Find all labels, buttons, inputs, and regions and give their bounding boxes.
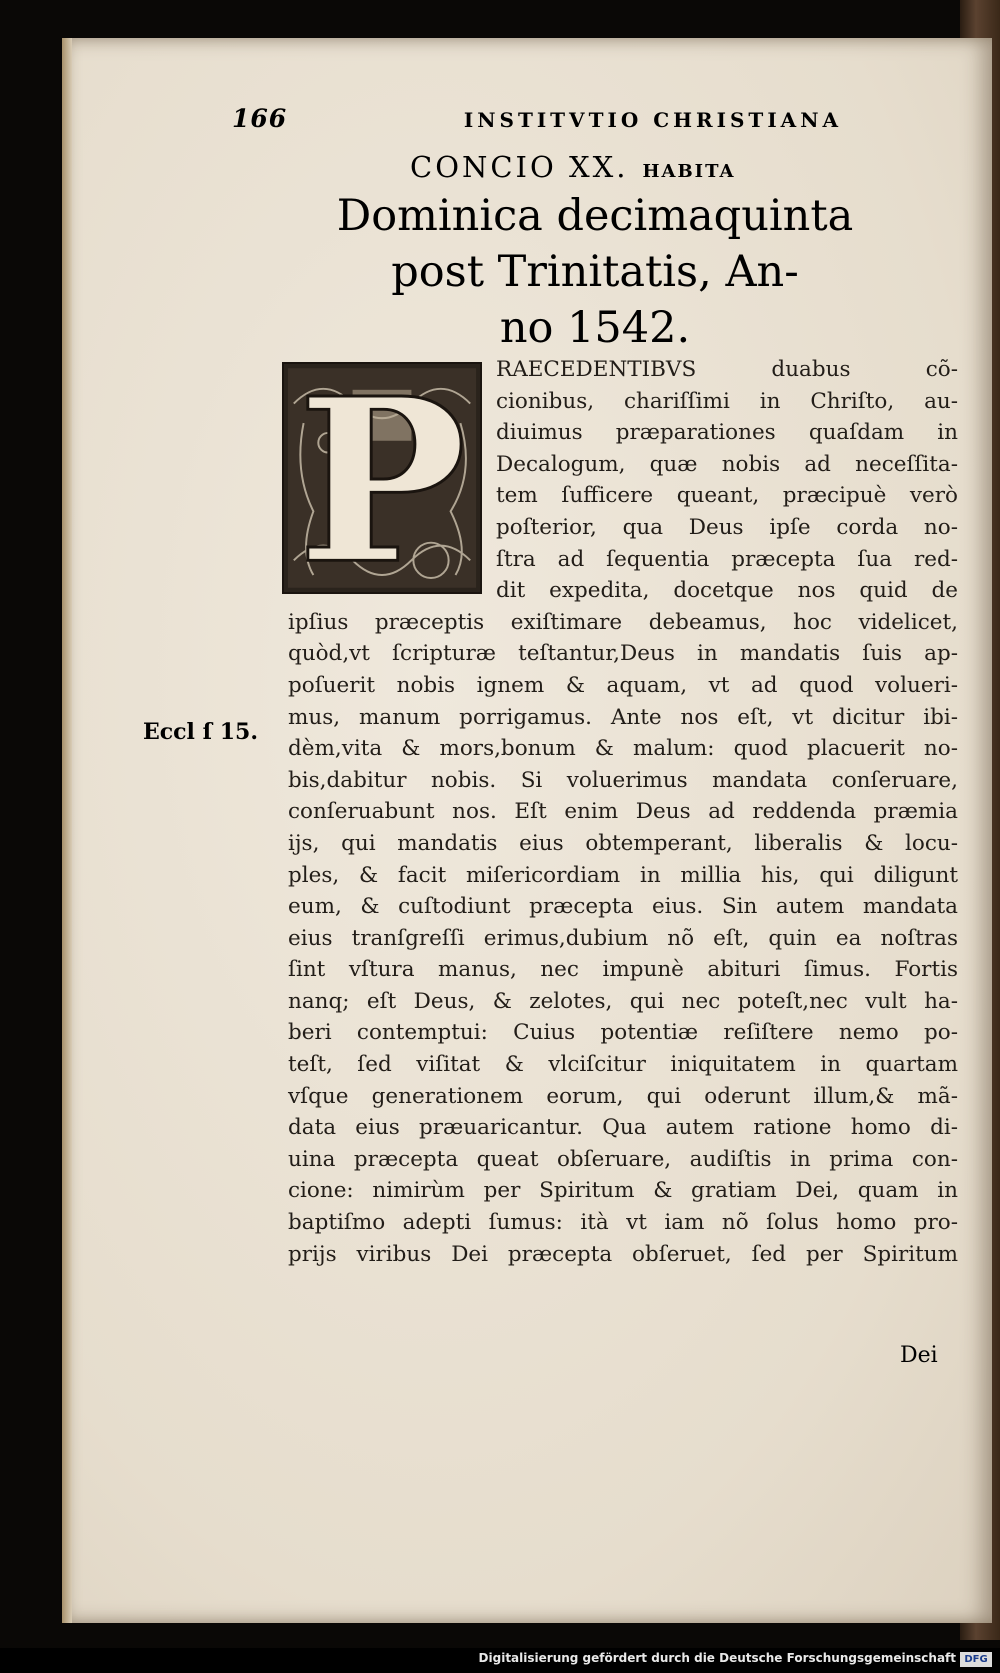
body-line: dit expedita, docetque nos quid de bbox=[496, 578, 958, 604]
habita-label: HABITA bbox=[642, 161, 736, 182]
title-line: Dominica decimaquinta bbox=[336, 191, 854, 241]
body-line: ijs, qui mandatis eius obtemperant, liberalis & locu- bbox=[288, 830, 958, 856]
body-line: Decalogum, quæ nobis ad neceſſita- bbox=[496, 451, 958, 477]
body-line: tem ſufficere queant, præcipuè verò bbox=[496, 483, 958, 509]
body-line: quòd,vt ſcripturæ teſtantur,Deus in mandatis ſuis ap- bbox=[288, 641, 958, 667]
funding-credit: Digitalisierung gefördert durch die Deutsche Forschungsgemeinschaft bbox=[478, 1651, 956, 1665]
sermon-title bbox=[300, 188, 890, 356]
body-line: nanq; eſt Deus, & zelotes, qui nec poteſt,nec vult ha- bbox=[288, 988, 958, 1014]
body-line: RAECEDENTIBVS duabus cõ- bbox=[496, 357, 958, 382]
body-line: beri contemptui: Cuius potentiæ reſiſtere nemo po- bbox=[288, 1020, 958, 1046]
body-line: cione: nimirùm per Spiritum & gratiam Dei, quam in bbox=[288, 1178, 958, 1204]
page-number: 166 bbox=[232, 104, 288, 133]
sermon-heading bbox=[410, 150, 830, 184]
title-line: no 1542. bbox=[499, 303, 691, 353]
body-line: teſt, ſed viſitat & vlciſcitur iniquitatem in quartam bbox=[288, 1052, 958, 1078]
body-text bbox=[288, 354, 958, 1270]
body-line: baptiſmo adepti ſumus: ità vt iam nõ ſolus homo pro- bbox=[288, 1210, 958, 1236]
body-line: prijs viribus Dei præcepta obſeruet, ſed per Spiritum bbox=[288, 1241, 958, 1267]
body-line: vſque generationem eorum, qui oderunt illum,& mã- bbox=[288, 1083, 958, 1109]
title-line: post Trinitatis, An- bbox=[391, 247, 799, 297]
body-line: ſint vſtura manus, nec impunè abituri ſimus. Fortis bbox=[288, 957, 958, 983]
body-line: ples, & facit miſericordiam in millia his, qui diligunt bbox=[288, 862, 958, 888]
page-gutter bbox=[62, 38, 72, 1623]
body-line: dèm,vita & mors,bonum & malum: quod placuerit no- bbox=[288, 736, 958, 762]
catchword: Dei bbox=[900, 1343, 938, 1368]
dfg-logo: DFG bbox=[960, 1652, 992, 1667]
running-head bbox=[232, 104, 842, 133]
body-line: bis,dabitur nobis. Si voluerimus mandata conſeruare, bbox=[288, 767, 958, 793]
body-line: ſtra ad ſequentia præcepta ſua red- bbox=[496, 546, 958, 572]
body-line: uina præcepta queat obſeruare, audiſtis in prima con- bbox=[288, 1146, 958, 1172]
running-title: INSTITVTIO CHRISTIANA bbox=[463, 108, 842, 132]
body-line: conſeruabunt nos. Eſt enim Deus ad reddenda præmia bbox=[288, 799, 958, 825]
body-line: eum, & cuſtodiunt præcepta eius. Sin autem mandata bbox=[288, 894, 958, 920]
body-line: eius tranſgreſſi erimus,dubium nõ eſt, quin ea noſtras bbox=[288, 925, 958, 951]
body-line: cionibus, chariſſimi in Chriſto, au- bbox=[496, 388, 958, 414]
initial-letter: P bbox=[297, 364, 467, 592]
body-line: ipſius præceptis exiſtimare debeamus, hoc videlicet, bbox=[288, 609, 958, 635]
body-line: poſuerit nobis ignem & aquam, vt ad quod volueri- bbox=[288, 672, 958, 698]
marginal-note: Eccl ſ 15. bbox=[143, 719, 258, 745]
body-line: data eius præuaricantur. Qua autem ratione homo di- bbox=[288, 1115, 958, 1141]
concio-label: CONCIO XX. bbox=[410, 150, 629, 184]
body-line: diuimus præparationes quaſdam in bbox=[496, 420, 958, 446]
body-line: mus, manum porrigamus. Ante nos eſt, vt dicitur ibi- bbox=[288, 704, 958, 730]
body-line: poſterior, qua Deus ipſe corda no- bbox=[496, 514, 958, 540]
